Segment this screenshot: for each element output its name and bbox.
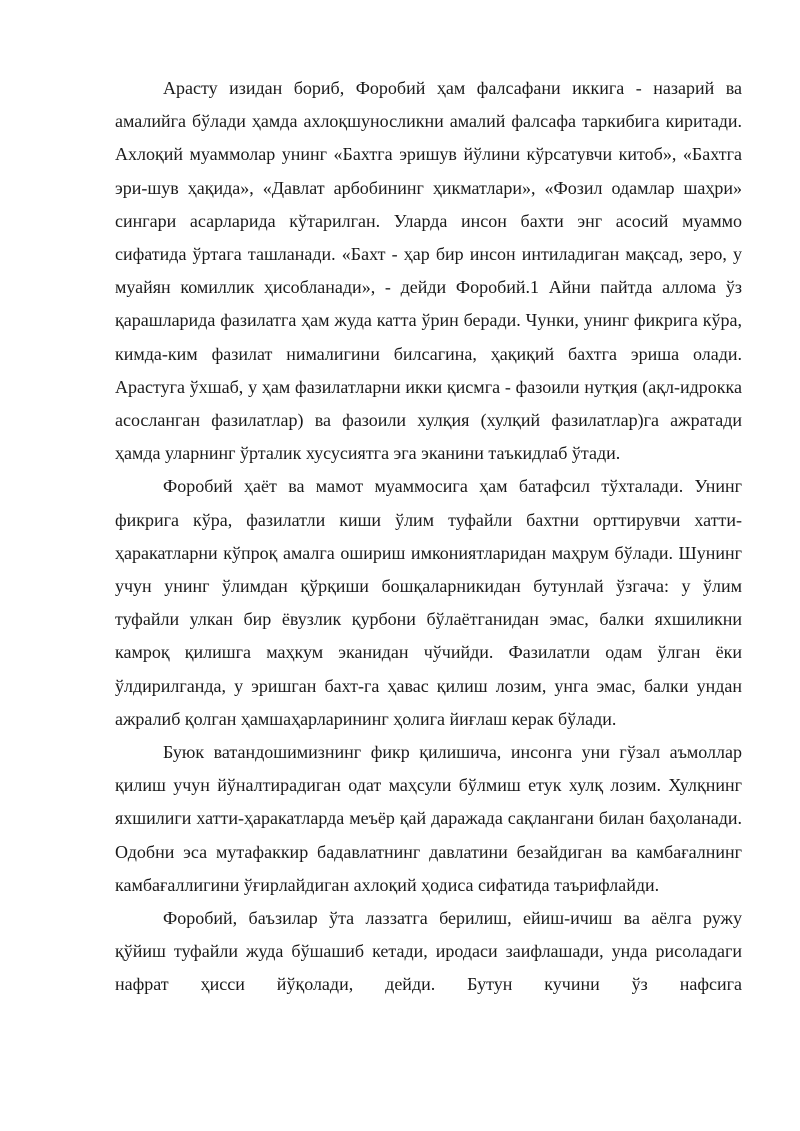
document-body — [115, 72, 742, 1002]
paragraph-1: Арасту изидан бориб, Форобий ҳам фалсафани иккига - назарий ва амалийга бўлади ҳамда ахлоқшуносликни амалий фалсафа таркибига киритади. Ахлоқий муаммолар унинг «Бахтга эришув йўлини кўрсатувчи китоб», «Бахтга эри-шув ҳақида», «Давлат арбобининг ҳикматлари», «Фозил одамлар шаҳри» сингари асарларида кўтарилган. Уларда инсон бахти энг асосий муаммо сифатида ўртага ташланади. «Бахт - ҳар бир инсон интиладиган мақсад, зеро, у муайян комиллик ҳисобланади», - дейди Форобий.1 Айни пайтда аллома ўз қарашларида фазилатга ҳам жуда катта ўрин беради. Чунки, унинг фикрига кўра, кимда-ким фазилат нималигини билсагина, ҳақиқий бахтга эриша олади. Арастуга ўхшаб, у ҳам фазилатларни икки қисмга - фазоили нутқия (ақл-идрокка асосланган фазилатлар) ва фазоили хулқия (хулқий фазилатлар)га ажратади ҳамда уларнинг ўрталик хусусиятга эга эканини таъкидлаб ўтади. — [115, 78, 742, 464]
paragraph-4: Форобий, баъзилар ўта лаззатга берилиш, ейиш-ичиш ва аёлга ружу қўйиш туфайли жуда бўшашиб кетади, иродаси заифлашади, унда рисоладаги нафрат ҳисси йўқолади, дейди. Бутун кучини ўз нафсига — [115, 908, 742, 995]
paragraph-2: Форобий ҳаёт ва мамот муаммосига ҳам батафсил тўхталади. Унинг фикрига кўра, фазилатли киши ўлим туфайли бахтни орттирувчи хатти-ҳаракатларни кўпроқ амалга ошириш имкониятларидан маҳрум бўлади. Шунинг учун унинг ўлимдан қўрқиши бошқаларникидан бутунлай ўзгача: у ўлим туфайли улкан бир ёвузлик қурбони бўлаётганидан эмас, балки яхшиликни камроқ қилишга маҳкум эканидан чўчийди. Фазилатли одам ўлган ёки ўлдирилганда, у эришган бахт-га ҳавас қилиш лозим, унга эмас, балки ундан ажралиб қолган ҳамшаҳарларининг ҳолига йиғлаш керак бўлади. — [115, 476, 742, 729]
paragraph-3: Буюк ватандошимизнинг фикр қилишича, инсонга уни гўзал аъмоллар қилиш учун йўналтирадиган одат маҳсули бўлмиш етук хулқ лозим. Хулқнинг яхшилиги хатти-ҳаракатларда меъёр қай даражада сақлангани билан баҳоланади. Одобни эса мутафаккир бадавлатнинг давлатини безайдиган ва камбағалнинг камбағаллигини ўғирлайдиган ахлоқий ҳодиса сифатида таърифлайди. — [115, 742, 742, 895]
